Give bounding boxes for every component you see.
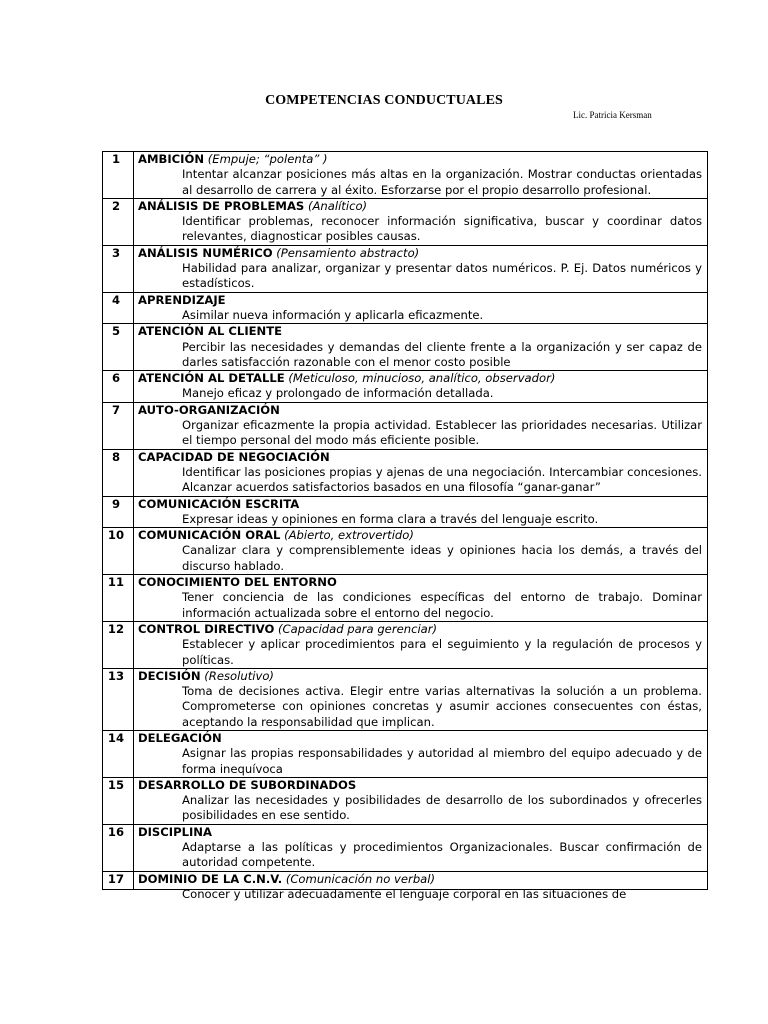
competency-row [103, 292, 708, 324]
competency-alias: (Comunicación no verbal) [285, 871, 436, 886]
competency-content [138, 497, 702, 528]
competency-number: 4 [103, 292, 134, 324]
competency-row [103, 402, 708, 449]
competency-heading [138, 825, 702, 840]
competency-number: 14 [103, 730, 134, 777]
author-name: Lic. Patricia Kersman [573, 110, 652, 120]
competency-cell [134, 292, 708, 324]
competency-name: DOMINIO DE LA C.N.V. [138, 871, 283, 886]
competency-heading [138, 152, 702, 167]
competency-name: ANÁLISIS NUMÉRICO [138, 245, 273, 260]
competencies-table-body [103, 152, 708, 901]
competency-description: Canalizar clara y comprensiblemente ideas y opiniones hacia los demás, a través del discurso hablado. [182, 543, 702, 573]
competency-number: 2 [103, 198, 134, 245]
competencies-table [102, 151, 708, 901]
competency-description: Analizar las necesidades y posibilidades de desarrollo de los subordinados y ofrecerles posibilidades en ese sentido. [182, 793, 702, 823]
competency-number: 15 [103, 777, 134, 824]
competency-heading [138, 293, 702, 308]
competency-row [103, 871, 708, 889]
competency-content [138, 825, 702, 871]
competency-description: Identificar problemas, reconocer información significativa, buscar y coordinar datos relevantes, diagnosticar posibles causas. [182, 214, 702, 244]
competency-name: CONOCIMIENTO DEL ENTORNO [138, 575, 337, 590]
competency-content [138, 246, 702, 292]
competency-description: Establecer y aplicar procedimientos para el seguimiento y la regulación de procesos y políticas. [182, 637, 702, 667]
competency-number: 1 [103, 152, 134, 199]
competency-heading [138, 324, 702, 339]
competency-row [103, 575, 708, 622]
competency-content [138, 199, 702, 245]
competency-description: Intentar alcanzar posiciones más altas en la organización. Mostrar conductas orientadas al desarrollo de carrera y al éxito. Esforzarse por el propio desarrollo profesional. [182, 167, 702, 197]
competency-row [103, 152, 708, 199]
competency-heading [138, 199, 702, 214]
competency-description: Toma de decisiones activa. Elegir entre varias alternativas la solución a un problema. Comprometerse con opiniones concretas y asumir acciones consecuentes con éstas, aceptando la responsabilidad que implican. [182, 684, 702, 729]
competency-number: 10 [103, 528, 134, 575]
competency-alias: (Abierto, extrovertido) [284, 528, 414, 543]
competency-number: 9 [103, 496, 134, 528]
competency-cell [134, 324, 708, 371]
competency-description: Tener conciencia de las condiciones específicas del entorno de trabajo. Dominar información actualizada sobre el entorno del negocio. [182, 590, 702, 620]
competency-number: 7 [103, 402, 134, 449]
competency-content [138, 324, 702, 370]
competency-name: DELEGACIÓN [138, 730, 222, 745]
competency-content [138, 778, 702, 824]
competency-cell [134, 777, 708, 824]
competency-row [103, 449, 708, 496]
competency-description: Habilidad para analizar, organizar y presentar datos numéricos. P. Ej. Datos numéricos y estadísticos. [182, 261, 702, 291]
competency-cell [134, 198, 708, 245]
competency-content [138, 622, 702, 668]
competency-alias: (Pensamiento abstracto) [276, 245, 420, 260]
competency-cell [134, 824, 708, 871]
competency-content [138, 731, 702, 777]
competency-number: 13 [103, 668, 134, 730]
competency-alias: (Capacidad para gerenciar) [278, 621, 438, 636]
competency-cell [134, 496, 708, 528]
competency-number: 11 [103, 575, 134, 622]
competency-name: AUTO-ORGANIZACIÓN [138, 402, 280, 417]
competency-heading [138, 669, 702, 684]
competency-name: COMUNICACIÓN ESCRITA [138, 496, 300, 511]
competency-number: 5 [103, 324, 134, 371]
competency-heading [138, 622, 702, 637]
competency-content [138, 371, 702, 402]
competency-cell [134, 152, 708, 199]
competency-number: 8 [103, 449, 134, 496]
competency-description: Percibir las necesidades y demandas del cliente frente a la organización y ser capaz de darles satisfacción razonable con el menor costo posible [182, 339, 702, 369]
competency-row [103, 528, 708, 575]
competency-name: DISCIPLINA [138, 824, 212, 839]
competency-cell [134, 871, 708, 901]
competency-row [103, 324, 708, 371]
competency-heading [138, 778, 702, 793]
competency-description: Adaptarse a las políticas y procedimientos Organizacionales. Buscar confirmación de autoridad competente. [182, 840, 702, 870]
competency-name: CONTROL DIRECTIVO [138, 621, 275, 636]
competency-content [138, 450, 702, 496]
competency-name: DESARROLLO DE SUBORDINADOS [138, 777, 357, 792]
competency-description: Conocer y utilizar adecuadamente el lenguaje corporal en las situaciones de [182, 886, 627, 901]
competency-name: DECISIÓN [138, 668, 201, 683]
competency-alias: (Resolutivo) [204, 668, 274, 683]
competency-cell [134, 668, 708, 730]
competency-description: Asignar las propias responsabilidades y autoridad al miembro del equipo adecuado y de forma inequívoca [182, 746, 702, 776]
competency-name: AMBICIÓN [138, 152, 205, 166]
competency-cell [134, 449, 708, 496]
competency-row [103, 730, 708, 777]
competency-alias: (Meticuloso, minucioso, analítico, observador) [288, 371, 556, 386]
competency-row [103, 198, 708, 245]
competency-row [103, 245, 708, 292]
competency-name: ATENCIÓN AL DETALLE [138, 371, 285, 386]
competency-cell [134, 245, 708, 292]
competency-description: Asimilar nueva información y aplicarla eficazmente. [182, 307, 484, 322]
competency-heading [138, 575, 702, 590]
competency-description: Expresar ideas y opiniones en forma clara a través del lenguaje escrito. [182, 511, 599, 526]
competency-name: CAPACIDAD DE NEGOCIACIÓN [138, 449, 330, 464]
competency-cell [134, 730, 708, 777]
competency-content [138, 871, 702, 901]
competency-heading [138, 497, 702, 512]
competency-cell [134, 371, 708, 403]
competency-heading [138, 731, 702, 746]
competency-number: 3 [103, 245, 134, 292]
competency-row [103, 371, 708, 403]
competency-cell [134, 402, 708, 449]
competency-description: Manejo eficaz y prolongado de información detallada. [182, 386, 494, 401]
competency-number: 12 [103, 621, 134, 668]
competency-heading [138, 450, 702, 465]
competency-name: APRENDIZAJE [138, 292, 226, 307]
competency-content [138, 528, 702, 574]
competency-cell [134, 528, 708, 575]
competency-row [103, 496, 708, 528]
competency-heading [138, 528, 702, 543]
competency-heading [138, 246, 702, 261]
competency-name: COMUNICACIÓN ORAL [138, 528, 281, 543]
competency-heading [138, 403, 702, 418]
competency-heading [138, 872, 702, 887]
competency-row [103, 621, 708, 668]
competency-row [103, 824, 708, 871]
competency-content [138, 293, 702, 324]
competency-cell [134, 575, 708, 622]
competency-description: Organizar eficazmente la propia actividad. Establecer las prioridades necesarias. Utilizar el tiempo personal del modo más eficiente posible. [182, 418, 702, 448]
competency-heading [138, 371, 702, 386]
competency-row [103, 777, 708, 824]
competency-content [138, 575, 702, 621]
competency-content [138, 152, 702, 198]
competency-name: ANÁLISIS DE PROBLEMAS [138, 198, 305, 213]
competency-description: Identificar las posiciones propias y ajenas de una negociación. Intercambiar concesiones. Alcanzar acuerdos satisfactorios basados en una filosofía “ganar-ganar” [182, 464, 702, 495]
competency-row [103, 668, 708, 730]
competency-alias: (Empuje; “polenta” ) [207, 152, 328, 166]
competency-content [138, 403, 702, 449]
competency-cell [134, 621, 708, 668]
competency-number: 16 [103, 824, 134, 871]
competency-content [138, 669, 702, 730]
competency-alias: (Analítico) [307, 198, 368, 213]
competency-number: 6 [103, 371, 134, 403]
competency-number: 17 [103, 871, 134, 889]
page-title: COMPETENCIAS CONDUCTUALES [265, 93, 503, 108]
competency-name: ATENCIÓN AL CLIENTE [138, 324, 283, 339]
